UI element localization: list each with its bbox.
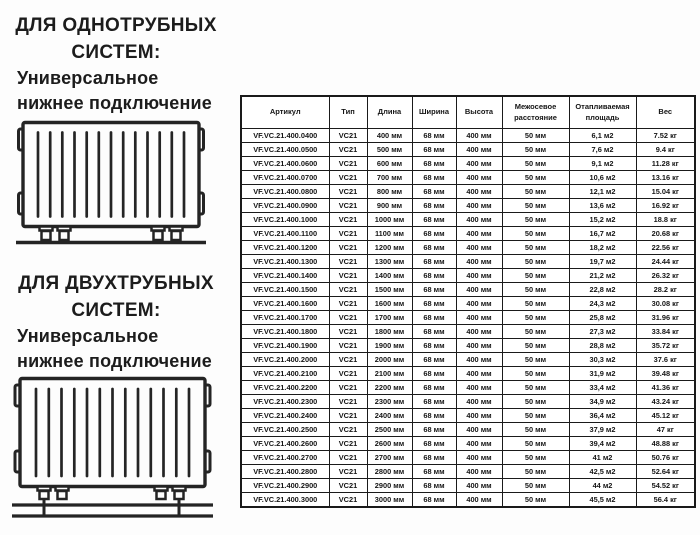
- table-cell: 16.92 кг: [636, 198, 695, 212]
- supply-pipes: [12, 505, 213, 516]
- column-header: Ширина: [412, 96, 456, 128]
- table-cell: 2500 мм: [367, 422, 412, 436]
- table-cell: 68 мм: [412, 464, 456, 478]
- table-cell: VC21: [329, 226, 367, 240]
- table-cell: VF.VC.21.400.2100: [241, 366, 329, 380]
- table-cell: 400 мм: [456, 226, 502, 240]
- table-row: [241, 254, 695, 268]
- table-cell: 50 мм: [502, 128, 569, 142]
- table-cell: VC21: [329, 478, 367, 492]
- table-cell: 50 мм: [502, 324, 569, 338]
- table-cell: 68 мм: [412, 254, 456, 268]
- table-row: [241, 268, 695, 282]
- table-cell: 400 мм: [456, 478, 502, 492]
- table-cell: VC21: [329, 310, 367, 324]
- table-cell: 50 мм: [502, 436, 569, 450]
- table-cell: VC21: [329, 394, 367, 408]
- table-cell: 68 мм: [412, 408, 456, 422]
- table-cell: 22,8 м2: [569, 282, 636, 296]
- table-cell: 2400 мм: [367, 408, 412, 422]
- table-cell: VC21: [329, 212, 367, 226]
- table-cell: 68 мм: [412, 184, 456, 198]
- table-cell: VC21: [329, 128, 367, 142]
- table-cell: 22.56 кг: [636, 240, 695, 254]
- table-cell: 2200 мм: [367, 380, 412, 394]
- table-cell: 1000 мм: [367, 212, 412, 226]
- table-cell: 42,5 м2: [569, 464, 636, 478]
- column-header: Межосевое расстояние: [502, 96, 569, 128]
- table-cell: 50 мм: [502, 394, 569, 408]
- table-cell: 68 мм: [412, 338, 456, 352]
- table-cell: 10,6 м2: [569, 170, 636, 184]
- table-cell: 30.08 кг: [636, 296, 695, 310]
- table-cell: 50 мм: [502, 142, 569, 156]
- table-cell: 500 мм: [367, 142, 412, 156]
- table-cell: VF.VC.21.400.2300: [241, 394, 329, 408]
- table-cell: VC21: [329, 464, 367, 478]
- table-cell: 68 мм: [412, 212, 456, 226]
- table-cell: 52.64 кг: [636, 464, 695, 478]
- table-cell: 1500 мм: [367, 282, 412, 296]
- table-cell: 1600 мм: [367, 296, 412, 310]
- table-cell: 400 мм: [456, 198, 502, 212]
- table-cell: 25,8 м2: [569, 310, 636, 324]
- table-cell: 3000 мм: [367, 492, 412, 507]
- table-cell: VC21: [329, 254, 367, 268]
- table-cell: 400 мм: [456, 282, 502, 296]
- table-cell: 16,7 м2: [569, 226, 636, 240]
- table-cell: 13,6 м2: [569, 198, 636, 212]
- table-cell: 27,3 м2: [569, 324, 636, 338]
- table-cell: 400 мм: [456, 254, 502, 268]
- table-cell: 400 мм: [456, 156, 502, 170]
- table-cell: VC21: [329, 156, 367, 170]
- table-cell: VC21: [329, 170, 367, 184]
- table-cell: VF.VC.21.400.1000: [241, 212, 329, 226]
- column-header: Тип: [329, 96, 367, 128]
- table-cell: 50 мм: [502, 282, 569, 296]
- table-cell: 33,4 м2: [569, 380, 636, 394]
- table-row: [241, 198, 695, 212]
- table-cell: VF.VC.21.400.1800: [241, 324, 329, 338]
- two-pipe-connection-subheading: Универсальное нижнее подключение: [17, 326, 213, 371]
- table-cell: 400 мм: [456, 184, 502, 198]
- table-cell: VC21: [329, 184, 367, 198]
- table-cell: VF.VC.21.400.1900: [241, 338, 329, 352]
- table-cell: VF.VC.21.400.2900: [241, 478, 329, 492]
- table-cell: 68 мм: [412, 240, 456, 254]
- table-cell: 12,1 м2: [569, 184, 636, 198]
- table-cell: 1300 мм: [367, 254, 412, 268]
- table-cell: 39,4 м2: [569, 436, 636, 450]
- table-row: [241, 128, 695, 142]
- table-cell: 18,2 м2: [569, 240, 636, 254]
- table-cell: VF.VC.21.400.2600: [241, 436, 329, 450]
- table-cell: 44 м2: [569, 478, 636, 492]
- spec-table: [240, 95, 696, 508]
- table-cell: 50 мм: [502, 450, 569, 464]
- table-cell: 1200 мм: [367, 240, 412, 254]
- table-row: [241, 296, 695, 310]
- table-row: [241, 366, 695, 380]
- table-cell: 50 мм: [502, 478, 569, 492]
- table-cell: VC21: [329, 492, 367, 507]
- table-cell: VF.VC.21.400.1700: [241, 310, 329, 324]
- table-cell: VC21: [329, 352, 367, 366]
- table-cell: 15,2 м2: [569, 212, 636, 226]
- table-cell: 400 мм: [456, 352, 502, 366]
- column-header: Высота: [456, 96, 502, 128]
- table-cell: 24.44 кг: [636, 254, 695, 268]
- table-cell: VF.VC.21.400.0700: [241, 170, 329, 184]
- table-cell: 400 мм: [456, 296, 502, 310]
- pipe-connectors: [44, 499, 179, 516]
- table-cell: VF.VC.21.400.2200: [241, 380, 329, 394]
- table-cell: VF.VC.21.400.1100: [241, 226, 329, 240]
- table-cell: 1100 мм: [367, 226, 412, 240]
- table-cell: VC21: [329, 296, 367, 310]
- table-cell: 900 мм: [367, 198, 412, 212]
- table-row: [241, 408, 695, 422]
- table-cell: VF.VC.21.400.1400: [241, 268, 329, 282]
- table-cell: 600 мм: [367, 156, 412, 170]
- table-row: [241, 240, 695, 254]
- table-cell: VC21: [329, 268, 367, 282]
- table-row: [241, 380, 695, 394]
- table-cell: VF.VC.21.400.2500: [241, 422, 329, 436]
- table-row: [241, 324, 695, 338]
- table-cell: 39.48 кг: [636, 366, 695, 380]
- table-cell: 13.16 кг: [636, 170, 695, 184]
- table-cell: 50 мм: [502, 338, 569, 352]
- table-cell: VF.VC.21.400.2700: [241, 450, 329, 464]
- table-cell: 45.12 кг: [636, 408, 695, 422]
- two-pipe-systems-heading: ДЛЯ ДВУХТРУБНЫХ СИСТЕМ:: [18, 273, 214, 321]
- table-cell: VC21: [329, 338, 367, 352]
- table-cell: 800 мм: [367, 184, 412, 198]
- table-cell: 18.8 кг: [636, 212, 695, 226]
- table-cell: 400 мм: [456, 422, 502, 436]
- table-cell: VC21: [329, 422, 367, 436]
- table-cell: VC21: [329, 198, 367, 212]
- table-cell: 50 мм: [502, 492, 569, 507]
- table-row: [241, 226, 695, 240]
- table-row: [241, 352, 695, 366]
- table-cell: 50 мм: [502, 422, 569, 436]
- table-cell: 37,9 м2: [569, 422, 636, 436]
- table-cell: 50 мм: [502, 464, 569, 478]
- table-cell: 68 мм: [412, 310, 456, 324]
- table-cell: 1900 мм: [367, 338, 412, 352]
- radiator-feet: [38, 487, 186, 500]
- table-cell: VC21: [329, 380, 367, 394]
- table-cell: 24,3 м2: [569, 296, 636, 310]
- table-cell: VC21: [329, 436, 367, 450]
- table-cell: 28,8 м2: [569, 338, 636, 352]
- table-cell: 400 мм: [456, 380, 502, 394]
- table-cell: VF.VC.21.400.0800: [241, 184, 329, 198]
- table-cell: 26.32 кг: [636, 268, 695, 282]
- table-cell: 34,9 м2: [569, 394, 636, 408]
- table-row: [241, 282, 695, 296]
- table-cell: 36,4 м2: [569, 408, 636, 422]
- table-cell: 2900 мм: [367, 478, 412, 492]
- table-cell: 400 мм: [456, 408, 502, 422]
- table-cell: 68 мм: [412, 436, 456, 450]
- table-cell: VF.VC.21.400.1300: [241, 254, 329, 268]
- column-header: Отапливаемая площадь: [569, 96, 636, 128]
- table-cell: 50 мм: [502, 352, 569, 366]
- table-cell: VC21: [329, 240, 367, 254]
- table-cell: 400 мм: [367, 128, 412, 142]
- spec-table-wrap: [240, 95, 696, 508]
- table-cell: 50 мм: [502, 184, 569, 198]
- table-cell: 400 мм: [456, 450, 502, 464]
- two-pipe-radiator-diagram: [10, 372, 215, 520]
- table-cell: 68 мм: [412, 170, 456, 184]
- table-cell: 400 мм: [456, 394, 502, 408]
- table-row: [241, 394, 695, 408]
- table-row: [241, 464, 695, 478]
- table-cell: 50 мм: [502, 226, 569, 240]
- table-cell: 400 мм: [456, 310, 502, 324]
- table-row: [241, 184, 695, 198]
- table-cell: 54.52 кг: [636, 478, 695, 492]
- table-cell: 400 мм: [456, 324, 502, 338]
- table-cell: 11.28 кг: [636, 156, 695, 170]
- table-cell: 400 мм: [456, 212, 502, 226]
- table-cell: 43.24 кг: [636, 394, 695, 408]
- table-cell: VF.VC.21.400.2400: [241, 408, 329, 422]
- table-cell: VC21: [329, 282, 367, 296]
- table-cell: 33.84 кг: [636, 324, 695, 338]
- table-cell: VC21: [329, 142, 367, 156]
- table-cell: 6,1 м2: [569, 128, 636, 142]
- table-row: [241, 436, 695, 450]
- table-cell: 68 мм: [412, 198, 456, 212]
- table-cell: VF.VC.21.400.0900: [241, 198, 329, 212]
- table-cell: 19,7 м2: [569, 254, 636, 268]
- table-cell: VC21: [329, 408, 367, 422]
- table-cell: 400 мм: [456, 170, 502, 184]
- column-header: Артикул: [241, 96, 329, 128]
- table-cell: 68 мм: [412, 366, 456, 380]
- table-cell: 68 мм: [412, 142, 456, 156]
- table-cell: 1700 мм: [367, 310, 412, 324]
- column-header: Вес: [636, 96, 695, 128]
- table-cell: VF.VC.21.400.2000: [241, 352, 329, 366]
- table-cell: 68 мм: [412, 296, 456, 310]
- table-cell: 41.36 кг: [636, 380, 695, 394]
- table-cell: 45,5 м2: [569, 492, 636, 507]
- table-cell: 9.4 кг: [636, 142, 695, 156]
- table-cell: 68 мм: [412, 394, 456, 408]
- radiator-feet: [40, 227, 183, 241]
- table-cell: 48.88 кг: [636, 436, 695, 450]
- single-pipe-radiator-diagram: [16, 116, 206, 246]
- table-cell: VF.VC.21.400.0500: [241, 142, 329, 156]
- table-cell: 50 мм: [502, 408, 569, 422]
- table-cell: 2800 мм: [367, 464, 412, 478]
- table-cell: 68 мм: [412, 268, 456, 282]
- table-cell: 68 мм: [412, 422, 456, 436]
- table-row: [241, 492, 695, 507]
- table-cell: 400 мм: [456, 268, 502, 282]
- table-cell: VF.VC.21.400.2800: [241, 464, 329, 478]
- table-cell: 56.4 кг: [636, 492, 695, 507]
- table-cell: 68 мм: [412, 324, 456, 338]
- table-cell: 28.2 кг: [636, 282, 695, 296]
- table-cell: 400 мм: [456, 464, 502, 478]
- table-cell: VF.VC.21.400.0600: [241, 156, 329, 170]
- table-cell: 68 мм: [412, 352, 456, 366]
- table-cell: 68 мм: [412, 492, 456, 507]
- table-cell: 2100 мм: [367, 366, 412, 380]
- table-cell: 50 мм: [502, 198, 569, 212]
- table-cell: 68 мм: [412, 226, 456, 240]
- table-cell: 2700 мм: [367, 450, 412, 464]
- table-cell: 50 мм: [502, 254, 569, 268]
- left-panel: [0, 0, 238, 535]
- table-cell: 400 мм: [456, 492, 502, 507]
- table-cell: 15.04 кг: [636, 184, 695, 198]
- table-row: [241, 422, 695, 436]
- table-cell: 50 мм: [502, 380, 569, 394]
- table-cell: 9,1 м2: [569, 156, 636, 170]
- table-cell: 400 мм: [456, 240, 502, 254]
- table-cell: 2000 мм: [367, 352, 412, 366]
- table-cell: 68 мм: [412, 156, 456, 170]
- table-cell: 20.68 кг: [636, 226, 695, 240]
- table-cell: 400 мм: [456, 366, 502, 380]
- table-row: [241, 310, 695, 324]
- table-cell: 2300 мм: [367, 394, 412, 408]
- table-cell: VF.VC.21.400.3000: [241, 492, 329, 507]
- table-cell: 50.76 кг: [636, 450, 695, 464]
- table-row: [241, 450, 695, 464]
- single-pipe-connection-subheading: Универсальное нижнее подключение: [17, 68, 213, 113]
- table-cell: 50 мм: [502, 170, 569, 184]
- table-row: [241, 338, 695, 352]
- table-cell: 68 мм: [412, 128, 456, 142]
- table-cell: 1800 мм: [367, 324, 412, 338]
- table-cell: 68 мм: [412, 478, 456, 492]
- table-cell: 30,3 м2: [569, 352, 636, 366]
- table-cell: 31.96 кг: [636, 310, 695, 324]
- table-cell: 2600 мм: [367, 436, 412, 450]
- table-cell: 400 мм: [456, 142, 502, 156]
- column-header: Длина: [367, 96, 412, 128]
- table-header-row: [241, 96, 695, 128]
- table-cell: VF.VC.21.400.1200: [241, 240, 329, 254]
- table-cell: 50 мм: [502, 310, 569, 324]
- table-row: [241, 212, 695, 226]
- table-row: [241, 478, 695, 492]
- table-cell: 31,9 м2: [569, 366, 636, 380]
- table-cell: 37.6 кг: [636, 352, 695, 366]
- table-cell: 21,2 м2: [569, 268, 636, 282]
- table-cell: VF.VC.21.400.1500: [241, 282, 329, 296]
- table-cell: 50 мм: [502, 296, 569, 310]
- table-cell: 400 мм: [456, 128, 502, 142]
- table-cell: 700 мм: [367, 170, 412, 184]
- table-cell: 7.52 кг: [636, 128, 695, 142]
- table-cell: 68 мм: [412, 450, 456, 464]
- spec-table-body: [241, 128, 695, 507]
- table-row: [241, 170, 695, 184]
- table-cell: VF.VC.21.400.1600: [241, 296, 329, 310]
- table-cell: VF.VC.21.400.0400: [241, 128, 329, 142]
- table-cell: 50 мм: [502, 212, 569, 226]
- table-cell: 68 мм: [412, 380, 456, 394]
- table-cell: 68 мм: [412, 282, 456, 296]
- table-cell: 400 мм: [456, 338, 502, 352]
- table-cell: 47 кг: [636, 422, 695, 436]
- table-cell: 7,6 м2: [569, 142, 636, 156]
- table-cell: 50 мм: [502, 156, 569, 170]
- table-cell: 35.72 кг: [636, 338, 695, 352]
- table-row: [241, 142, 695, 156]
- table-cell: 41 м2: [569, 450, 636, 464]
- table-cell: 50 мм: [502, 240, 569, 254]
- table-cell: 50 мм: [502, 366, 569, 380]
- table-cell: VC21: [329, 450, 367, 464]
- table-cell: VC21: [329, 366, 367, 380]
- table-cell: 1400 мм: [367, 268, 412, 282]
- table-cell: 50 мм: [502, 268, 569, 282]
- table-cell: VC21: [329, 324, 367, 338]
- table-cell: 400 мм: [456, 436, 502, 450]
- single-pipe-systems-heading: ДЛЯ ОДНОТРУБНЫХ СИСТЕМ:: [15, 15, 217, 63]
- table-row: [241, 156, 695, 170]
